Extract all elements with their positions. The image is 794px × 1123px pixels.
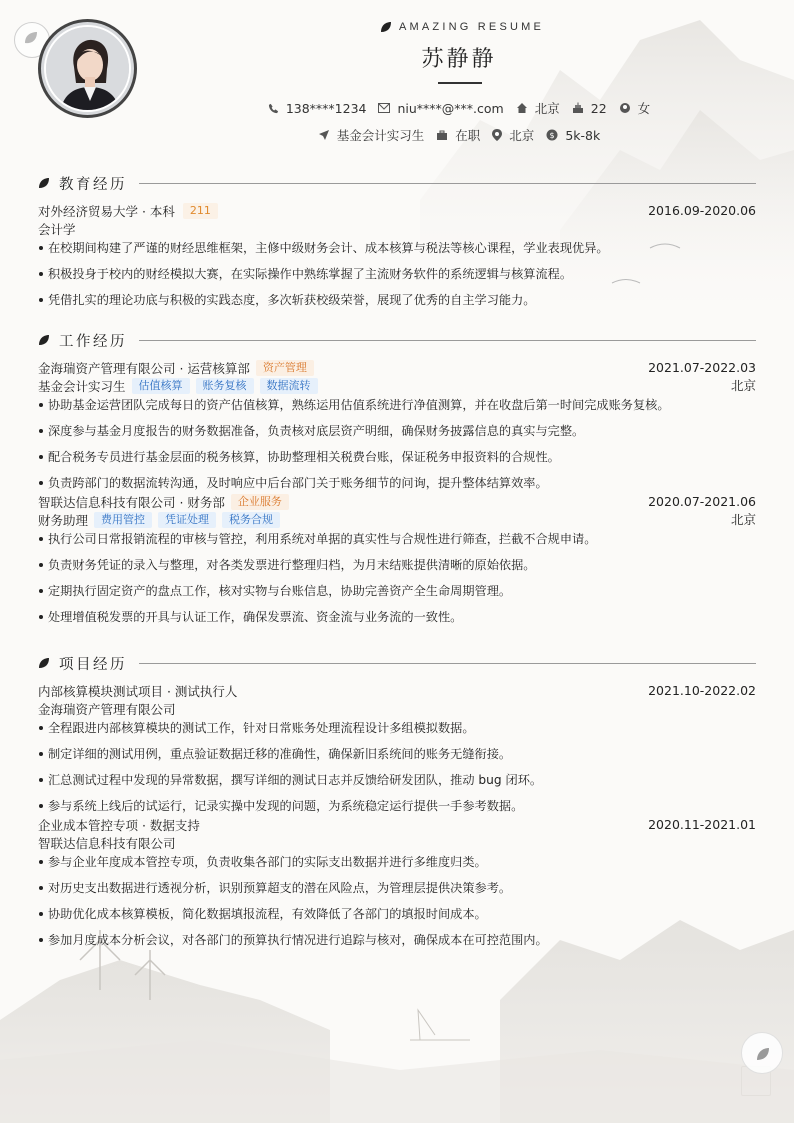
phone-icon [268,103,279,114]
work-bullets [38,392,756,496]
list-item: 处理增值税发票的开具与认证工作，确保发票流、资金流与业务流的一致性。 [38,604,756,630]
list-item: 负责跨部门的数据流转沟通，及时响应中后台部门关于账务细节的问询，提升整体结算效率。 [38,470,756,496]
mail-icon [378,103,390,113]
hometown-item [516,99,560,117]
target-city-item [492,126,534,144]
section-title: 教育经历 [59,176,127,193]
leaf-icon [380,21,392,33]
work-city: 北京 [730,378,756,393]
job-role: 基金会计实习生 [38,379,126,394]
work-date: 2020.07-2021.06 [648,494,756,509]
project-entry [38,816,756,953]
section-title: 项目经历 [59,656,127,673]
company-name: 金海瑞资产管理有限公司 · 运营核算部 [38,361,250,376]
list-item: 参与企业年度成本管控专项，负责收集各部门的实际支出数据并进行多维度归类。 [38,849,756,875]
project-name: 内部核算模块测试项目 · 测试执行人 [38,684,238,699]
brand-text: AMAZING RESUME [399,21,545,33]
home-icon [516,102,528,114]
project-org: 智联达信息科技有限公司 [38,836,176,851]
project-bullets [38,715,756,819]
list-item: 全程跟进内部核算模块的测试工作，针对日常账务处理流程设计多组模拟数据。 [38,715,756,741]
list-item: 负责财务凭证的录入与整理，对各类发票进行整理归档，为月末结账提供清晰的原始依据。 [38,552,756,578]
company-name: 智联达信息科技有限公司 · 财务部 [38,495,225,510]
leaf-icon [756,1047,770,1061]
phone-text: 138****1234 [285,100,367,116]
target-job-text: 基金会计实习生 [336,128,425,143]
project-entry [38,682,756,819]
age-text: 22 [590,100,607,116]
candidate-name: 苏静静 [421,47,497,72]
gender-text: 女 [637,101,651,116]
skill-tag: 估值核算 [132,378,190,394]
list-item: 协助优化成本核算模板，简化数据填报流程，有效降低了各部门的填报时间成本。 [38,901,756,927]
work-entry [38,493,756,630]
status-item [436,126,480,144]
money-icon [546,129,558,141]
leaf-icon [38,177,50,189]
list-item: 凭借扎实的理论功底与积极的实践态度，多次斩获校级荣誉，展现了优秀的自主学习能力。 [38,287,756,313]
school-name: 对外经济贸易大学 · 本科 [38,204,175,219]
project-name: 企业成本管控专项 · 数据支持 [38,818,200,833]
work-date: 2021.07-2022.03 [648,360,756,375]
education-section [38,173,756,313]
list-item: 协助基金运营团队完成每日的资产估值核算，熟练运用估值系统进行净值测算，并在收盘后第一时间完成账务复核。 [38,392,756,418]
name-underline [438,82,482,84]
education-entry [38,202,756,313]
list-item: 执行公司日常报销流程的审核与管控，利用系统对单据的真实性与合规性进行筛查，拦截不合规申请。 [38,526,756,552]
list-item: 参加月度成本分析会议，对各部门的预算执行情况进行追踪与核对，确保成本在可控范围内。 [38,927,756,953]
project-date: 2020.11-2021.01 [648,817,756,832]
section-divider [139,183,756,184]
list-item: 定期执行固定资产的盘点工作，核对实物与台账信息，协助完善资产全生命周期管理。 [38,578,756,604]
skill-tag: 凭证处理 [158,512,216,528]
project-date: 2021.10-2022.02 [648,683,756,698]
target-city-text: 北京 [509,128,535,143]
skill-tag: 税务合规 [222,512,280,528]
gender-icon [619,102,631,114]
section-header [38,330,756,350]
section-divider [139,663,756,664]
education-date: 2016.09-2020.06 [648,203,756,218]
education-bullets [38,235,756,313]
contact-info-row [0,99,794,117]
project-bullets [38,849,756,953]
section-title: 工作经历 [59,333,127,350]
phone-item [268,101,367,116]
target-job-item [318,126,425,144]
email-item [378,101,503,116]
list-item: 制定详细的测试用例，重点验证数据迁移的准确性，确保新旧系统间的账务无缝衔接。 [38,741,756,767]
work-bullets [38,526,756,630]
cake-icon [572,102,584,114]
school-tag: 211 [183,203,218,219]
theme-toggle-button[interactable] [741,1032,783,1074]
skill-tag: 费用管控 [94,512,152,528]
email-text: niu****@***.com [397,100,504,116]
age-item [572,101,607,116]
project-org: 金海瑞资产管理有限公司 [38,702,176,717]
work-entry [38,359,756,496]
section-header [38,173,756,193]
status-text: 在职 [455,128,481,143]
leaf-icon [38,334,50,346]
list-item: 汇总测试过程中发现的异常数据，撰写详细的测试日志并反馈给研发团队，推动 bug 闭环。 [38,767,756,793]
section-divider [139,340,756,341]
section-header [38,653,756,673]
industry-tag: 资产管理 [256,360,314,376]
list-item: 配合税务专员进行基金层面的税务核算，协助整理相关税费台账，保证税务申报资料的合规性。 [38,444,756,470]
leaf-icon [38,657,50,669]
major: 会计学 [38,222,76,237]
gender-item [619,99,651,117]
briefcase-icon [436,130,448,141]
send-icon [318,129,330,141]
list-item: 在校期间构建了严谨的财经思维框架，主修中级财务会计、成本核算与税法等核心课程，学业表现优异。 [38,235,756,261]
skill-tag: 数据流转 [260,378,318,394]
hometown-text: 北京 [534,101,560,116]
job-role: 财务助理 [38,513,89,528]
salary-item [546,128,600,143]
industry-tag: 企业服务 [231,494,289,510]
brand-title [380,19,544,35]
work-city: 北京 [730,512,756,527]
project-section [38,653,756,953]
list-item: 积极投身于校内的财经模拟大赛，在实际操作中熟练掌握了主流财务软件的系统逻辑与核算流程。 [38,261,756,287]
location-pin-icon [492,129,502,141]
list-item: 对历史支出数据进行透视分析，识别预算超支的潜在风险点，为管理层提供决策参考。 [38,875,756,901]
list-item: 参与系统上线后的试运行，记录实操中发现的问题，为系统稳定运行提供一手参考数据。 [38,793,756,819]
work-section [38,330,756,630]
job-intent-row [0,126,794,144]
salary-text: 5k-8k [565,127,601,143]
svg-text:$: $ [549,131,555,140]
list-item: 深度参与基金月度报告的财务数据准备，负责核对底层资产明细，确保财务披露信息的真实与完整。 [38,418,756,444]
skill-tag: 账务复核 [196,378,254,394]
